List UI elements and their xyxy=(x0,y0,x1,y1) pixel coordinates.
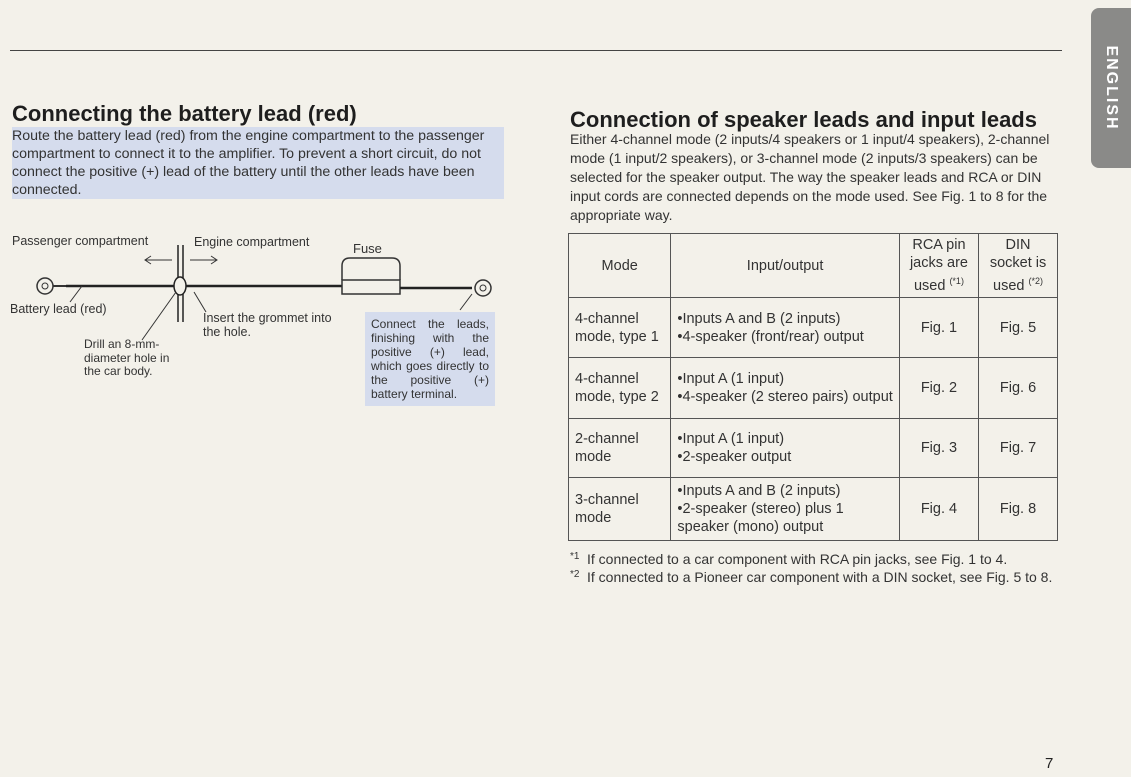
header-rca xyxy=(899,234,978,298)
row-rca-fig: Fig. 1 xyxy=(899,298,978,358)
footnote-mark: *1 xyxy=(570,551,580,562)
row-mode: 4-channel mode, type 2 xyxy=(569,358,671,419)
battery-lead-label: Battery lead (red) xyxy=(10,302,107,316)
footnote-text: If connected to a Pioneer car component with a DIN socket, see Fig. 5 to 8. xyxy=(587,569,1053,585)
row-din-fig: Fig. 7 xyxy=(979,419,1058,478)
row-mode: 4-channel mode, type 1 xyxy=(569,298,671,358)
row-io-line: •2-speaker (stereo) plus 1 speaker (mono) output xyxy=(677,501,844,535)
row-io-line: •Inputs A and B (2 inputs) xyxy=(677,483,841,499)
header-input-output: Input/output xyxy=(671,234,899,298)
mode-table-header-row xyxy=(569,234,1058,298)
row-io-line: •2-speaker output xyxy=(677,449,792,465)
speaker-leads-paragraph: Either 4-channel mode (2 inputs/4 speakers or 1 input/4 speakers), 2-channel mode (1 input/2 speakers), or 3-channel mode (2 inputs/3 speakers) can be selected for the speaker output. The way the speaker leads and RCA or DIN input cords are connected depends on the mode used. See Fig. 1 to 8 for the appropriate way. xyxy=(570,131,1050,223)
fuse-label: Fuse xyxy=(353,241,382,256)
row-din-fig: Fig. 8 xyxy=(979,478,1058,541)
battery-lead-paragraph: Route the battery lead (red) from the engine compartment to the passenger compartment to connect it to the amplifier. To prevent a short circuit, do not connect the positive (+) lead of the battery until the other leads have been connected. xyxy=(12,127,504,199)
row-rca-fig: Fig. 4 xyxy=(899,478,978,541)
table-row xyxy=(569,358,1058,419)
footnote xyxy=(570,550,1062,568)
row-io xyxy=(671,298,899,358)
row-rca-fig: Fig. 3 xyxy=(899,419,978,478)
footnote-mark: *2 xyxy=(570,569,580,580)
drill-hole-label: Drill an 8-mm-diameter hole in the car body. xyxy=(84,337,170,378)
header-mode: Mode xyxy=(569,234,671,298)
row-mode: 3-channel mode xyxy=(569,478,671,541)
page-number: 7 xyxy=(1045,755,1054,772)
language-tab-label: ENGLISH xyxy=(1103,45,1120,131)
row-rca-fig: Fig. 2 xyxy=(899,358,978,419)
row-io-line: •4-speaker (front/rear) output xyxy=(677,328,864,345)
header-din xyxy=(979,234,1058,298)
engine-compartment-label: Engine compartment xyxy=(194,235,310,249)
row-io xyxy=(671,478,899,541)
grommet-label: Insert the grommet into the hole. xyxy=(203,311,332,339)
row-din-fig: Fig. 5 xyxy=(979,298,1058,358)
header-din-ref: (*2) xyxy=(1028,276,1044,287)
header-rca-text: RCA pin jacks are used xyxy=(909,237,968,294)
connect-leads-callout: Connect the leads, finishing with the positive (+) lead, which goes directly to the positive (+) battery terminal. xyxy=(365,312,495,406)
header-rca-ref: (*1) xyxy=(949,276,964,287)
table-row xyxy=(569,478,1058,541)
mode-table xyxy=(568,233,1058,541)
row-mode: 2-channel mode xyxy=(569,419,671,478)
row-io xyxy=(671,358,899,419)
footnote xyxy=(570,568,1062,586)
footnote-text: If connected to a car component with RCA pin jacks, see Fig. 1 to 4. xyxy=(587,551,1008,567)
passenger-compartment-label: Passenger compartment xyxy=(12,234,149,248)
row-io-line: •Input A (1 input) xyxy=(677,371,785,387)
battery-lead-heading: Connecting the battery lead (red) xyxy=(12,101,357,126)
row-io-line: •Inputs A and B (2 inputs) xyxy=(677,310,841,327)
footnotes xyxy=(570,550,1062,586)
table-row xyxy=(569,298,1058,358)
row-din-fig: Fig. 6 xyxy=(979,358,1058,419)
row-io xyxy=(671,419,899,478)
speaker-leads-heading: Connection of speaker leads and input leads xyxy=(570,107,1037,132)
table-row xyxy=(569,419,1058,478)
row-io-line: •4-speaker (2 stereo pairs) output xyxy=(677,389,893,405)
header-din-text: DIN socket is used xyxy=(989,237,1047,294)
row-io-line: •Input A (1 input) xyxy=(677,431,785,447)
